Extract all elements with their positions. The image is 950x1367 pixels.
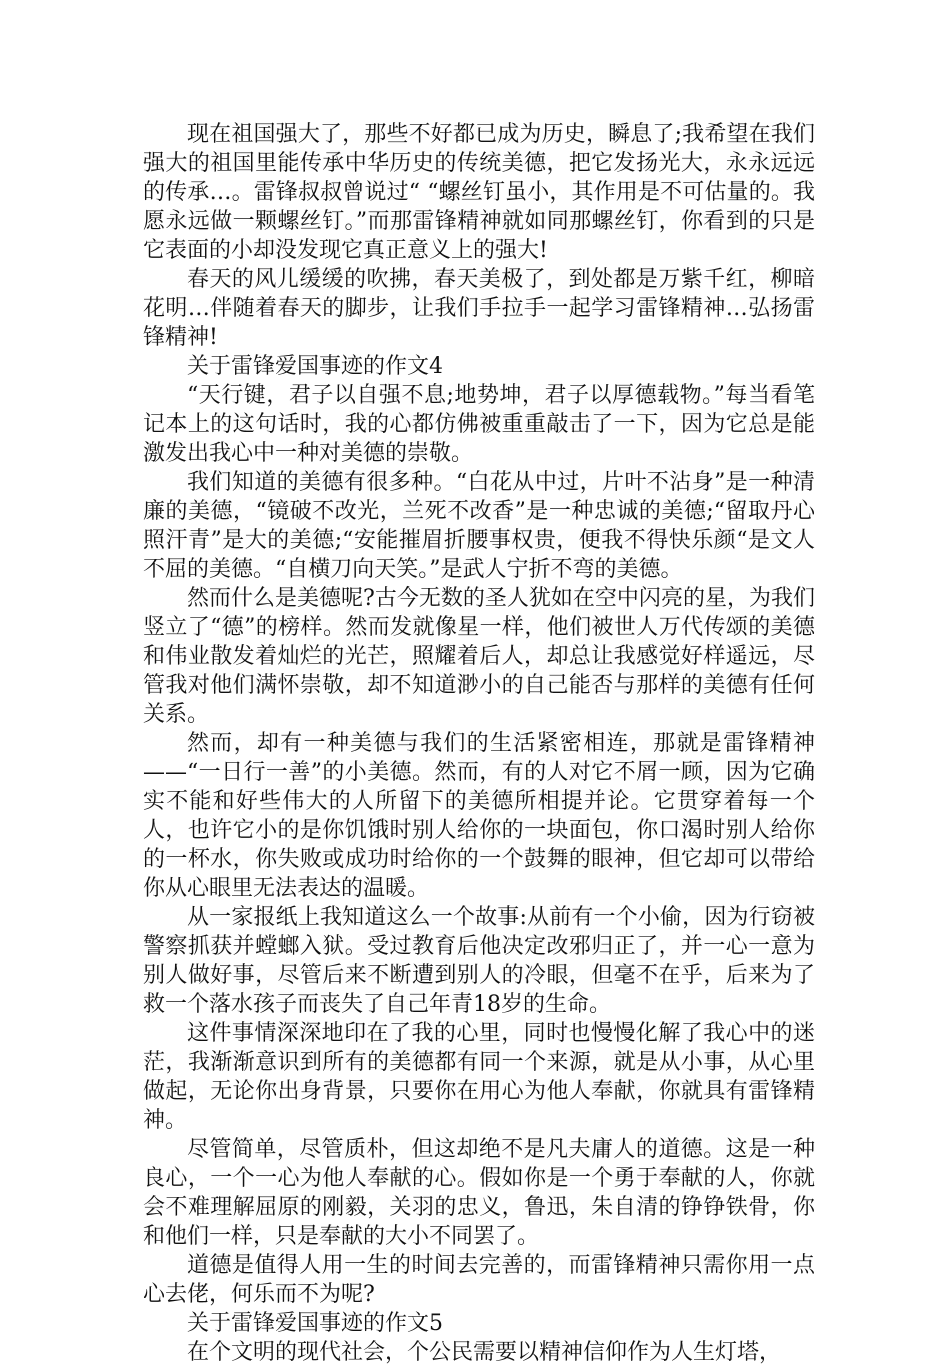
paragraph: 然而什么是美德呢?古今无数的圣人犹如在空中闪亮的星，为我们竖立了“德”的榜样。然而发就像星一样，他们被世人万代传颂的美德和伟业散发着灿烂的光芒，照耀着后人，却总让我感觉好样遥远，尽管我对他们满怀崇敬，却不知道渺小的自己能否与那样的美德有任何关系。 — [143, 586, 815, 727]
paragraph: 从一家报纸上我知道这么一个故事:从前有一个小偷，因为行窃被警察抓获并螳螂入狱。受过教育后他决定改邪归正了，并一心一意为别人做好事，尽管后来不断遭到别人的冷眼，但毫不在乎，后来为了救一个落水孩子而丧失了自己年青18岁的生命。 — [143, 905, 815, 1017]
paragraph: 尽管简单，尽管质朴，但这却绝不是凡夫庸人的道德。这是一种良心，一个一心为他人奉献的心。假如你是一个勇于奉献的人，你就会不难理解屈原的刚毅，关羽的忠义，鲁迅，朱自清的铮铮铁骨，你和他们一样，只是奉献的大小不同罢了。 — [143, 1137, 815, 1249]
paragraph: “天行键，君子以自强不息;地势坤，君子以厚德载物。”每当看笔记本上的这句话时，我的心都仿佛被重重敲击了一下，因为它总是能激发出我心中一种对美德的崇敬。 — [143, 383, 815, 466]
paragraph: 然而，却有一种美德与我们的生活紧密相连，那就是雷锋精神——“一日行一善”的小美德。然而，有的人对它不屑一顾，因为它确实不能和好些伟大的人所留下的美德所相提并论。它贯穿着每一个人，也许它小的是你饥饿时别人给你的一块面包，你口渴时别人给你的一杯水，你失败或成功时给你的一个鼓舞的眼神，但它却可以带给你从心眼里无法表达的温暖。 — [143, 731, 815, 901]
document-body — [143, 120, 815, 1367]
paragraph: 春天的风儿缓缓的吹拂，春天美极了，到处都是万紫千红，柳暗花明…伴随着春天的脚步，让我们手拉手一起学习雷锋精神…弘扬雷锋精神! — [143, 267, 815, 350]
section-heading: 关于雷锋爱国事迹的作文4 — [187, 354, 443, 379]
paragraph: 道德是值得人用一生的时间去完善的，而雷锋精神只需你用一点心去佬，何乐而不为呢? — [143, 1253, 815, 1307]
paragraph: 现在祖国强大了，那些不好都已成为历史，瞬息了;我希望在我们强大的祖国里能传承中华历史的传统美德，把它发扬光大，永永远远的传承…。雷锋叔叔曾说过“ “螺丝钉虽小，其作用是不可估量的。我愿永远做一颗螺丝钉。”而那雷锋精神就如同那螺丝钉，你看到的只是它表面的小却没发现它真正意义上的强大! — [143, 122, 815, 263]
section-heading: 关于雷锋爱国事迹的作文5 — [187, 1311, 443, 1336]
paragraph: 在个文明的现代社会，个公民需要以精神信仰作为人生灯塔， — [187, 1340, 782, 1365]
paragraph: 我们知道的美德有很多种。“白花从中过，片叶不沾身”是一种清廉的美德，“镜破不改光，兰死不改香”是一种忠诚的美德;“留取丹心照汗青”是大的美德;“安能摧眉折腰事权贵，便我不得快乐颜“是文人不屈的美德。“自横刀向天笑。”是武人宁折不弯的美德。 — [143, 470, 815, 582]
paragraph: 这件事情深深地印在了我的心里，同时也慢慢化解了我心中的迷茫，我渐渐意识到所有的美德都有同一个来源，就是从小事，从心里做起，无论你出身背景，只要你在用心为他人奉献，你就具有雷锋精神。 — [143, 1021, 815, 1133]
